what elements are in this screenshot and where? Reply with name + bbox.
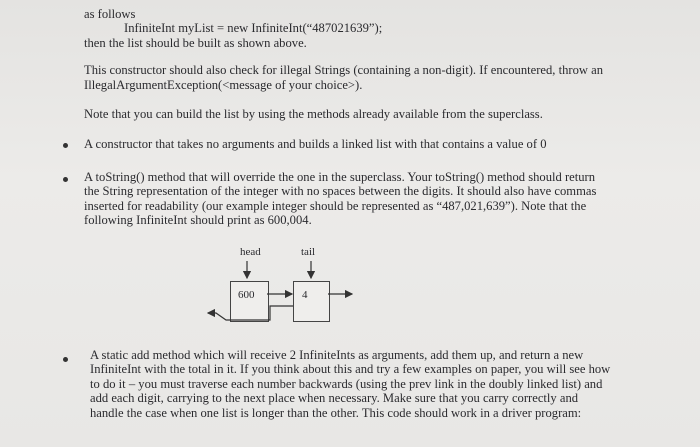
bullet-dot	[63, 143, 68, 148]
bullet-dot	[63, 357, 68, 362]
head-label: head	[240, 246, 261, 258]
paragraph-line: IllegalArgumentException(<message of your choice>).	[84, 78, 363, 92]
bullet-text: A constructor that takes no arguments and builds a linked list with that contains a value of 0	[84, 137, 547, 151]
node-4	[293, 281, 330, 322]
bullet-text: A toString() method that will override the one in the superclass. Your toString() method should return	[84, 170, 596, 184]
bullet-text: to do it – you must traverse each number backwards (using the prev link in the doubly linked list) and	[90, 377, 603, 391]
paragraph-line: Note that you can build the list by using the methods already available from the superclass.	[84, 107, 543, 121]
bullet-text: A static add method which will receive 2 InfiniteInts as arguments, add them up, and return a new	[90, 348, 584, 362]
bullet-dot	[63, 177, 68, 182]
bullet-text: add each digit, carrying to the next place when necessary. Make sure that you carry correctly and	[90, 391, 579, 405]
bullet-text: inserted for readability (our example integer should be represented as “487,021,639”). Note that the	[84, 199, 587, 213]
node-value: 600	[238, 289, 255, 301]
code-example: InfiniteInt myList = new InfiniteInt(“487021639”);	[124, 21, 383, 35]
bullet-text: InfiniteInt with the total in it. If you think about this and try a few examples on paper, you will see how	[90, 362, 611, 376]
bullet-text: handle the case when one list is longer than the other. This code should work in a driver program:	[90, 406, 582, 420]
intro-line: as follows	[84, 7, 136, 21]
bullet-text: the String representation of the integer with no spaces between the digits. It should also have commas	[84, 184, 597, 198]
intro-line: then the list should be built as shown above.	[84, 36, 307, 50]
node-value: 4	[302, 289, 308, 301]
tail-label: tail	[301, 246, 316, 258]
paragraph-line: This constructor should also check for illegal Strings (containing a non-digit). If encountered, throw an	[84, 63, 604, 77]
node-600	[230, 281, 269, 322]
bullet-text: following InfiniteInt should print as 600,004.	[84, 213, 312, 227]
